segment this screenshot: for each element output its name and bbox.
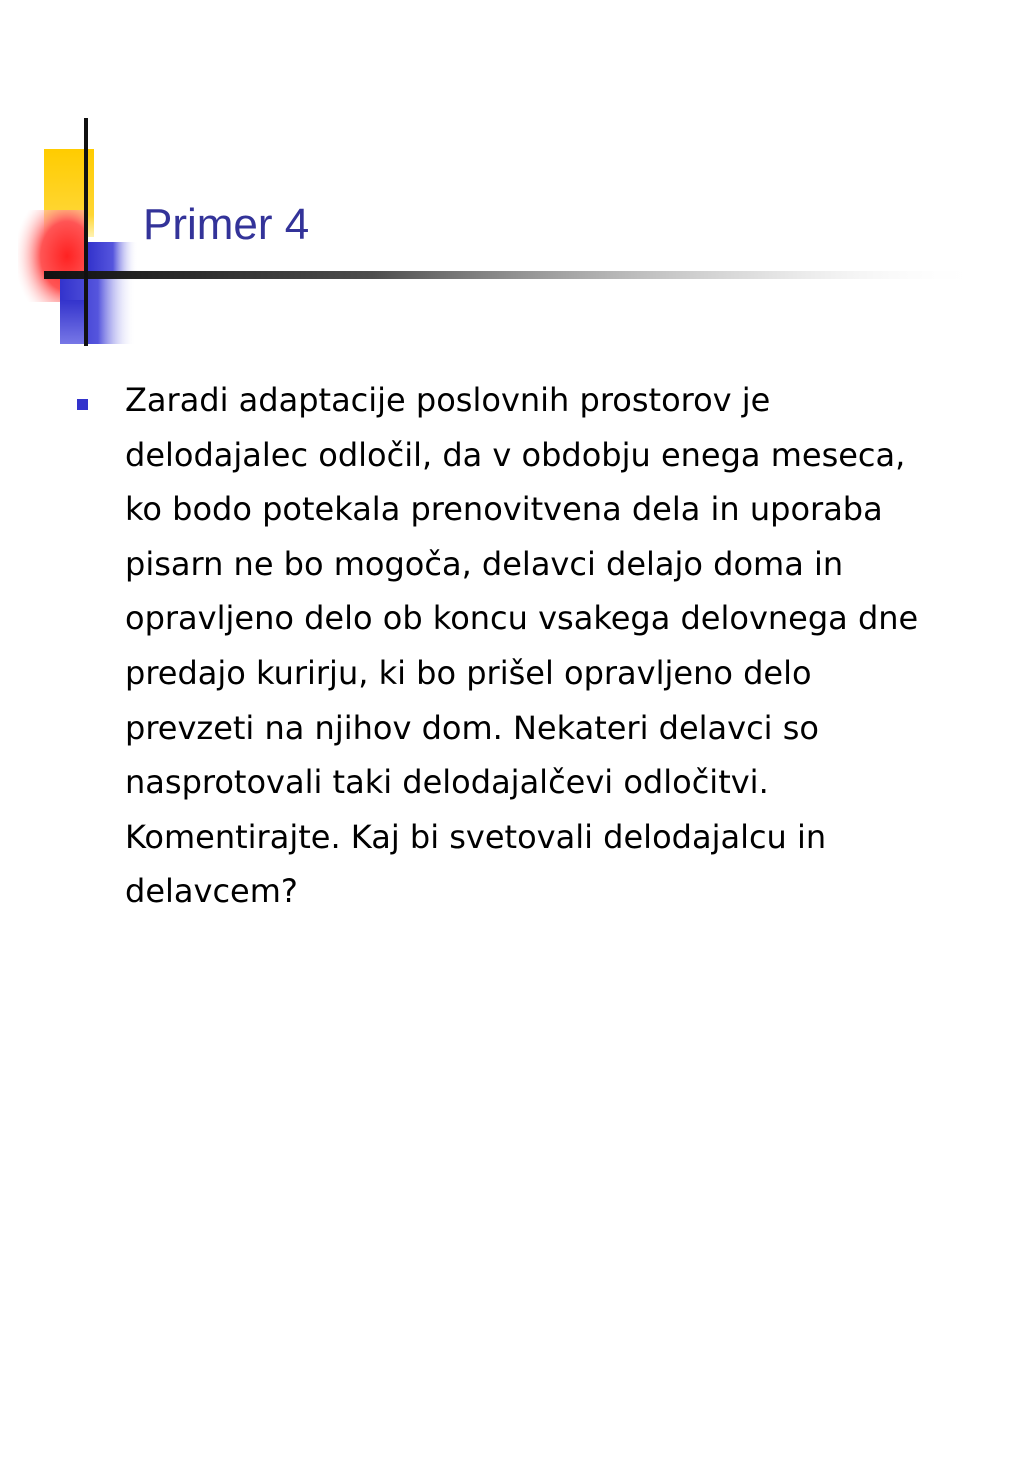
slide-title: Primer 4 [143,200,310,249]
bullet-list [0,373,1024,919]
square-bullet-icon [77,399,88,410]
decor-horizontal-line [44,271,984,279]
decor-vertical-line [84,118,88,346]
title-decoration [0,0,1024,360]
bullet-item [0,373,1024,919]
bullet-text: Zaradi adaptacije poslovnih prostorov je delodajalec odločil, da v obdobju enega meseca, ko bodo potekala prenovitvena dela in uporaba pisarn ne bo mogoča, delavci delajo doma in opravljeno delo ob koncu vsakega delovnega dne predajo kurirju, ki bo prišel opravljeno delo prevzeti na njihov dom. Nekateri delavci so nasprotovali taki delodajalčevi odločitvi. Komentirajte. Kaj bi svetovali delodajalcu in delavcem? [125,381,919,911]
decor-blue-block [60,300,88,344]
